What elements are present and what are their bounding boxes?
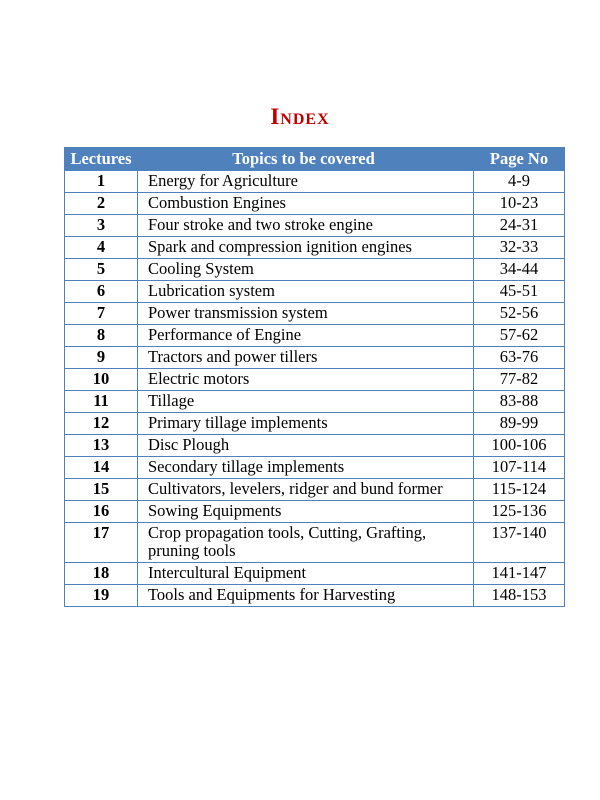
header-page-no: Page No <box>474 148 565 171</box>
topic: Energy for Agriculture <box>138 171 474 193</box>
topic: Cooling System <box>138 259 474 281</box>
table-row <box>65 457 565 479</box>
topic: Lubrication system <box>138 281 474 303</box>
topic: Performance of Engine <box>138 325 474 347</box>
page-range: 148-153 <box>474 585 565 607</box>
topic: Combustion Engines <box>138 193 474 215</box>
page-range: 4-9 <box>474 171 565 193</box>
lecture-number: 4 <box>65 237 138 259</box>
page-range: 77-82 <box>474 369 565 391</box>
lecture-number: 11 <box>65 391 138 413</box>
lecture-number: 1 <box>65 171 138 193</box>
lecture-number: 18 <box>65 563 138 585</box>
page-title: Index <box>270 104 330 129</box>
topic: Tillage <box>138 391 474 413</box>
table-row <box>65 435 565 457</box>
table-row <box>65 501 565 523</box>
table-row <box>65 523 565 563</box>
lecture-number: 8 <box>65 325 138 347</box>
table-row <box>65 585 565 607</box>
page-range: 32-33 <box>474 237 565 259</box>
topic: Electric motors <box>138 369 474 391</box>
index-table <box>64 147 565 607</box>
topic: Tools and Equipments for Harvesting <box>138 585 474 607</box>
topic: Intercultural Equipment <box>138 563 474 585</box>
topic: Primary tillage implements <box>138 413 474 435</box>
page-range: 100-106 <box>474 435 565 457</box>
header-lectures: Lectures <box>65 148 138 171</box>
topic: Spark and compression ignition engines <box>138 237 474 259</box>
topic: Disc Plough <box>138 435 474 457</box>
page-range: 115-124 <box>474 479 565 501</box>
table-row <box>65 563 565 585</box>
header-topics: Topics to be covered <box>138 148 474 171</box>
table-body <box>65 171 565 607</box>
topic: Crop propagation tools, Cutting, Grafting, pruning tools <box>138 523 474 563</box>
table-row <box>65 325 565 347</box>
lecture-number: 14 <box>65 457 138 479</box>
topic: Power transmission system <box>138 303 474 325</box>
lecture-number: 13 <box>65 435 138 457</box>
page-range: 83-88 <box>474 391 565 413</box>
lecture-number: 17 <box>65 523 138 563</box>
lecture-number: 9 <box>65 347 138 369</box>
topic: Cultivators, levelers, ridger and bund former <box>138 479 474 501</box>
table-row <box>65 237 565 259</box>
lecture-number: 2 <box>65 193 138 215</box>
lecture-number: 5 <box>65 259 138 281</box>
page-range: 125-136 <box>474 501 565 523</box>
table-row <box>65 215 565 237</box>
page-range: 10-23 <box>474 193 565 215</box>
table-row <box>65 259 565 281</box>
table-row <box>65 391 565 413</box>
table-row <box>65 347 565 369</box>
page-range: 137-140 <box>474 523 565 563</box>
page-range: 52-56 <box>474 303 565 325</box>
table-row <box>65 413 565 435</box>
page-range: 107-114 <box>474 457 565 479</box>
lecture-number: 16 <box>65 501 138 523</box>
lecture-number: 6 <box>65 281 138 303</box>
table-row <box>65 303 565 325</box>
page-range: 45-51 <box>474 281 565 303</box>
lecture-number: 3 <box>65 215 138 237</box>
topic: Secondary tillage implements <box>138 457 474 479</box>
page-range: 89-99 <box>474 413 565 435</box>
table-row <box>65 193 565 215</box>
topic: Tractors and power tillers <box>138 347 474 369</box>
lecture-number: 15 <box>65 479 138 501</box>
lecture-number: 12 <box>65 413 138 435</box>
lecture-number: 7 <box>65 303 138 325</box>
table-header-row <box>65 148 565 171</box>
lecture-number: 19 <box>65 585 138 607</box>
table-row <box>65 281 565 303</box>
table-row <box>65 479 565 501</box>
page-range: 63-76 <box>474 347 565 369</box>
page-range: 141-147 <box>474 563 565 585</box>
topic: Four stroke and two stroke engine <box>138 215 474 237</box>
page-range: 34-44 <box>474 259 565 281</box>
lecture-number: 10 <box>65 369 138 391</box>
table-row <box>65 171 565 193</box>
page-range: 57-62 <box>474 325 565 347</box>
topic: Sowing Equipments <box>138 501 474 523</box>
page-range: 24-31 <box>474 215 565 237</box>
table-row <box>65 369 565 391</box>
